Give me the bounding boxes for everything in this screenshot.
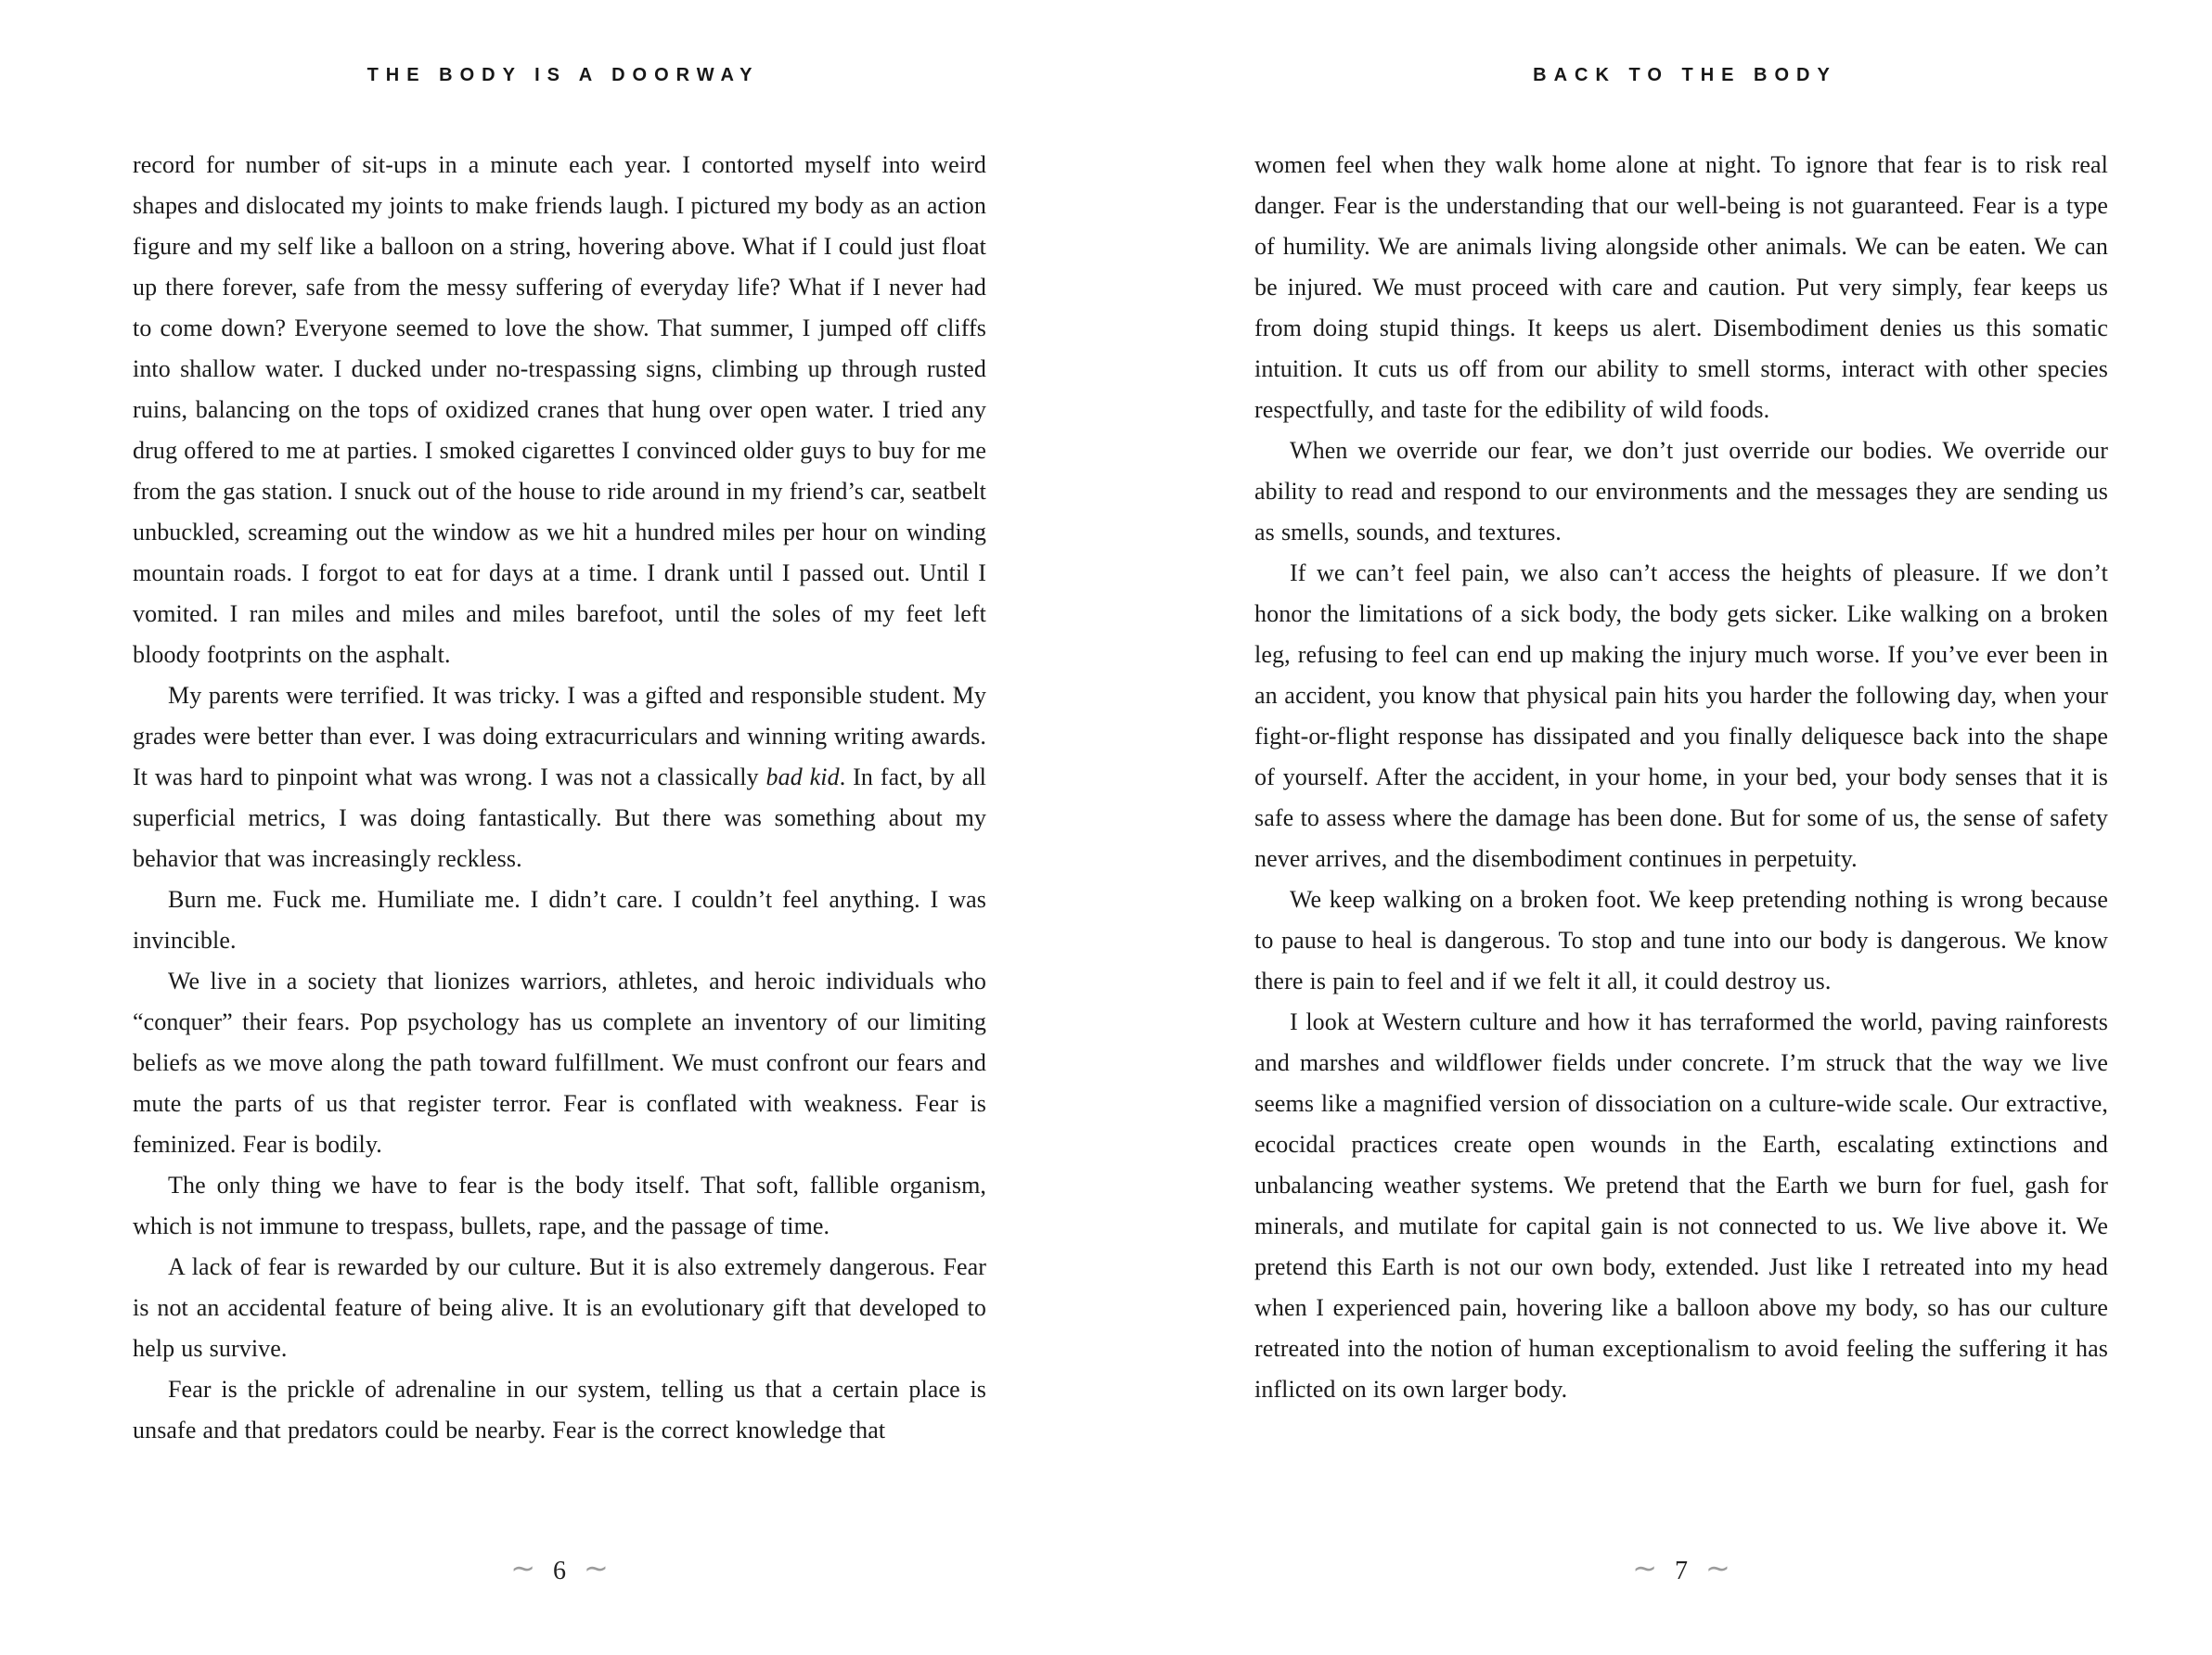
page-number-right: 7	[1675, 1557, 1688, 1585]
body-text: We keep walking on a broken foot. We keep pretending nothing is wrong because to pause to heal is dangerous. To stop and tune into our body is dangerous. We know there is pain to feel and if we felt it all, it could destroy us.	[1254, 886, 2108, 994]
page-body-left	[133, 145, 986, 1451]
paragraph	[133, 675, 986, 879]
body-text: Burn me. Fuck me. Humiliate me. I didn’t care. I couldn’t feel anything. I was invincible.	[133, 886, 986, 954]
body-text: If we can’t feel pain, we also can’t access the heights of pleasure. If we don’t honor the limitations of a sick body, the body gets sicker. Like walking on a broken leg, refusing to feel can end up making the injury much worse. If you’ve ever been in an accident, you know that physical pain hits you harder the following day, when your fight-or-flight response has dissipated and you finally deliquesce back into the shape of yourself. After the accident, in your home, in your bed, your body senses that it is safe to assess where the damage has been done. But for some of us, the sense of safety never arrives, and the disembodiment continues in perpetuity.	[1254, 559, 2108, 872]
footer-swash-ornament-left-start: ∼	[510, 1550, 535, 1585]
body-text: A lack of fear is rewarded by our culture. But it is also extremely dangerous. Fear is not an accidental feature of being alive. It is an evolutionary gift that developed to help us survive.	[133, 1253, 986, 1362]
body-text: record for number of sit-ups in a minute each year. I contorted myself into weird shapes and dislocated my joints to make friends laugh. I pictured my body as an action figure and my self like a balloon on a string, hovering above. What if I could just float up there forever, safe from the messy suffering of everyday life? What if I never had to come down? Everyone seemed to love the show. That summer, I jumped off cliffs into shallow water. I ducked under no-trespassing signs, climbing up through rusted ruins, balancing on the tops of oxidized cranes that hung over open water. I tried any drug offered to me at parties. I smoked cigarettes I convinced older guys to buy for me from the gas station. I snuck out of the house to ride around in my friend’s car, seatbelt unbuckled, screaming out the window as we hit a hundred miles per hour on winding mountain roads. I forgot to eat for days at a time. I drank until I passed out. Until I vomited. I ran miles and miles and miles barefoot, until the soles of my feet left bloody footprints on the asphalt.	[133, 151, 986, 668]
paragraph	[133, 1369, 986, 1451]
body-text: My parents were terrified. It was tricky. I was a gifted and responsible student. My grades were better than ever. I was doing extracurriculars and winning writing awards. It was hard to pinpoint what was wrong. I was not a classically	[133, 682, 986, 790]
emphasized-text: bad kid	[765, 763, 840, 790]
paragraph	[1254, 1002, 2108, 1410]
page-footer-right	[1254, 1551, 2108, 1586]
body-text: When we override our fear, we don’t just override our bodies. We override our ability to read and respond to our environments and the messages they are sending us as smells, sounds, and textures.	[1254, 437, 2108, 545]
page-body-right	[1254, 145, 2108, 1410]
paragraph	[133, 145, 986, 675]
body-text: Fear is the prickle of adrenaline in our system, telling us that a certain place is unsafe and that predators could be nearby. Fear is the correct knowledge that	[133, 1376, 986, 1443]
page-right	[1254, 0, 2108, 1655]
page-footer-left	[133, 1551, 986, 1586]
body-text: women feel when they walk home alone at night. To ignore that fear is to risk real danger. Fear is the understanding that our well-being is not guaranteed. Fear is a type of humility. We are animals living alongside other animals. We can be eaten. We can be injured. We must proceed with care and caution. Put very simply, fear keeps us from doing stupid things. It keeps us alert. Disembodiment denies us this somatic intuition. It cuts us off from our ability to smell storms, interact with other species respectfully, and taste for the edibility of wild foods.	[1254, 151, 2108, 423]
paragraph	[133, 961, 986, 1165]
body-text: The only thing we have to fear is the body itself. That soft, fallible organism, which is not immune to trespass, bullets, rape, and the passage of time.	[133, 1172, 986, 1239]
body-text: We live in a society that lionizes warriors, athletes, and heroic individuals who “conquer” their fears. Pop psychology has us complete an inventory of our limiting beliefs as we move along the path toward fulfillment. We must confront our fears and mute the parts of us that register terror. Fear is conflated with weakness. Fear is feminized. Fear is bodily.	[133, 968, 986, 1158]
paragraph	[1254, 430, 2108, 553]
footer-swash-ornament-right-end: ∼	[1705, 1550, 1730, 1585]
paragraph	[1254, 145, 2108, 430]
paragraph	[1254, 553, 2108, 879]
paragraph	[133, 1165, 986, 1247]
running-head-right: BACK TO THE BODY	[1533, 65, 1837, 85]
running-head-left: THE BODY IS A DOORWAY	[367, 65, 760, 85]
page-left	[133, 0, 986, 1655]
paragraph	[133, 1247, 986, 1369]
body-text: . In fact, by all superficial metrics, I was doing fantastically. But there was something about my behavior that was increasingly reckless.	[133, 763, 987, 872]
paragraph	[1254, 879, 2108, 1002]
page-number-left: 6	[553, 1557, 566, 1585]
body-text: I look at Western culture and how it has terraformed the world, paving rainforests and marshes and wildflower fields under concrete. I’m struck that the way we live seems like a magnified version of dissociation on a culture-wide scale. Our extractive, ecocidal practices create open wounds in the Earth, escalating extinctions and unbalancing weather systems. We pretend that the Earth we burn for fuel, gash for minerals, and mutilate for capital gain is not connected to us. We live above it. We pretend this Earth is not our own body, extended. Just like I retreated into my head when I experienced pain, hovering like a balloon above my body, so has our culture retreated into the notion of human exceptionalism to avoid feeling the suffering it has inflicted on its own larger body.	[1254, 1008, 2108, 1403]
footer-swash-ornament-left-end: ∼	[584, 1550, 609, 1585]
paragraph	[133, 879, 986, 961]
footer-swash-ornament-right-start: ∼	[1632, 1550, 1657, 1585]
